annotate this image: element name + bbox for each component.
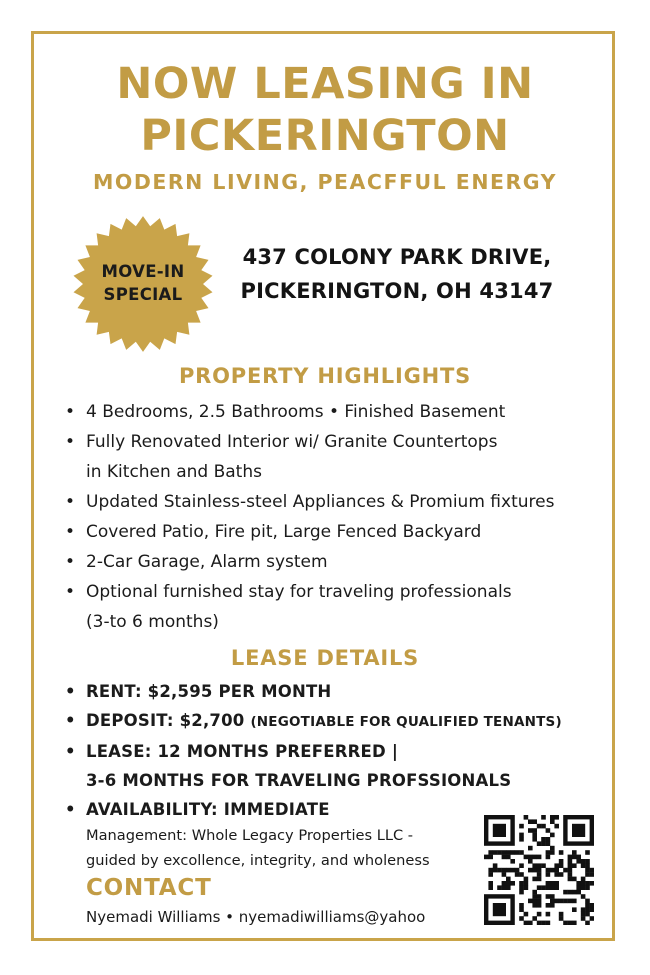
lease-term-line2: 3-6 MONTHS FOR TRAVELING PROFSSIONALS xyxy=(86,771,512,790)
highlight-text: Optional furnished stay for traveling professionals xyxy=(86,582,512,602)
lease-term-line1: LEASE: 12 MONTHS PREFERRED | xyxy=(86,742,399,761)
badge-label-line2: SPECIAL xyxy=(103,285,183,304)
highlights-heading: PROPERTY HIGHLIGHTS xyxy=(178,364,472,388)
highlight-text: 2-Car Garage, Alarm system xyxy=(86,552,328,572)
management-line2: guided by excollence, integrity, and wholeness xyxy=(86,852,430,869)
list-item xyxy=(62,547,622,577)
management-note xyxy=(86,823,481,873)
highlight-text-continued: in Kitchen and Baths xyxy=(86,462,262,482)
deposit-text: DEPOSIT: $2,700 xyxy=(86,711,245,730)
list-item xyxy=(62,487,622,517)
list-item xyxy=(62,517,622,547)
deposit-note: (NEGOTIABLE FOR QUALIFIED TENANTS) xyxy=(250,714,562,730)
rent-item xyxy=(62,677,622,706)
highlight-text: Fully Renovated Interior wi/ Granite Countertops xyxy=(86,432,498,452)
list-item xyxy=(62,427,622,487)
lease-details-list xyxy=(62,677,622,824)
highlight-text: Covered Patio, Fire pit, Large Fenced Backyard xyxy=(86,522,482,542)
rent-text: RENT: $2,595 PER MONTH xyxy=(86,682,332,701)
address-line1: 437 COLONY PARK DRIVE, xyxy=(242,245,552,269)
page-title: NOW LEASING IN PICKERINGTON xyxy=(116,59,534,161)
highlights-list xyxy=(62,397,622,637)
tagline: MODERN LIVING, PEACFFUL ENERGY xyxy=(93,170,557,194)
badge-label xyxy=(70,260,216,306)
highlight-text: Updated Stainless-steel Appliances & Promium fixtures xyxy=(86,492,555,512)
address-line2: PICKERINGTON, OH 43147 xyxy=(240,279,554,303)
lease-term-item xyxy=(62,737,622,795)
move-in-special-badge xyxy=(70,214,216,354)
list-item xyxy=(62,397,622,427)
deposit-item xyxy=(62,706,622,737)
badge-label-line1: MOVE-IN xyxy=(101,262,185,281)
qr-code-icon[interactable] xyxy=(484,815,594,925)
highlight-text-continued: (3-to 6 months) xyxy=(86,612,219,632)
contact-info: Nyemadi Williams • nyemadiwilliams@yahoo xyxy=(86,908,426,926)
property-address xyxy=(222,240,572,308)
management-line1: Management: Whole Legacy Properties LLC - xyxy=(86,827,414,844)
contact-heading: CONTACT xyxy=(86,875,212,901)
list-item xyxy=(62,577,622,637)
lease-heading: LEASE DETAILS xyxy=(230,646,420,670)
availability-text: AVAILABILITY: IMMEDIATE xyxy=(86,800,330,819)
highlight-text: 4 Bedrooms, 2.5 Bathrooms • Finished Basement xyxy=(86,402,506,422)
